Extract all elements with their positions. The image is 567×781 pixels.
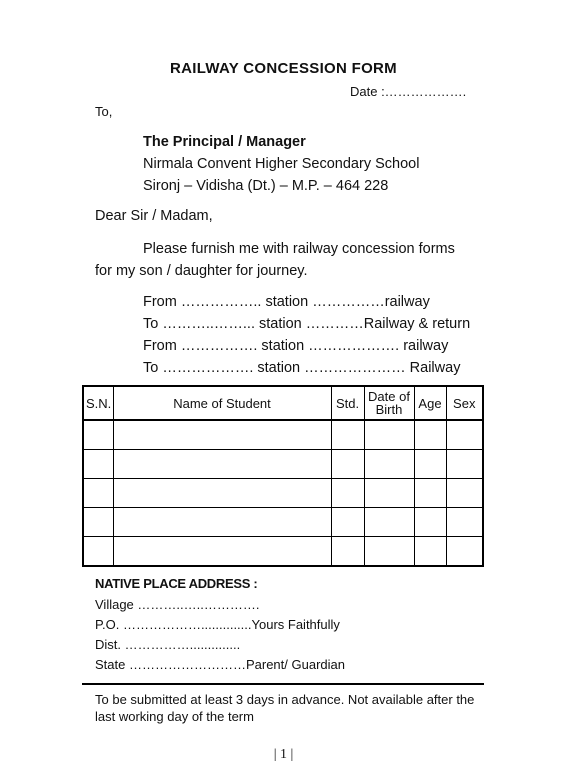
to-label: To, [95, 104, 113, 119]
header-dob [364, 386, 414, 420]
table-cell [113, 508, 331, 537]
table-cell [414, 508, 446, 537]
native-po: P.O. ………………..............Yours Faithfully [95, 617, 340, 632]
table-cell [446, 479, 483, 508]
table-cell [113, 479, 331, 508]
header-sex: Sex [446, 386, 483, 420]
table-cell [113, 450, 331, 479]
table-cell [446, 450, 483, 479]
table-cell [83, 420, 113, 450]
form-title: RAILWAY CONCESSION FORM [170, 60, 397, 77]
page-number: | 1 | [273, 747, 294, 762]
table-row [83, 508, 483, 537]
table-cell [446, 420, 483, 450]
header-std: Std. [331, 386, 364, 420]
table-cell [331, 420, 364, 450]
native-address-title: NATIVE PLACE ADDRESS : [95, 576, 258, 591]
table-cell [113, 420, 331, 450]
route-line-1: From …………….. station ……………railway [143, 294, 430, 310]
route-line-3: From ……………. station ………………. railway [143, 338, 449, 354]
table-cell [331, 537, 364, 567]
table-cell [364, 537, 414, 567]
recipient-school: Nirmala Convent Higher Secondary School [143, 156, 420, 172]
table-row [83, 420, 483, 450]
table-cell [331, 508, 364, 537]
submission-note: To be submitted at least 3 days in advance. Not available after the last working day of the term [95, 692, 475, 724]
table-cell [113, 537, 331, 567]
table-cell [414, 420, 446, 450]
recipient-address: Sironj – Vidisha (Dt.) – M.P. – 464 228 [143, 178, 389, 194]
header-name: Name of Student [113, 386, 331, 420]
recipient-name: The Principal / Manager [143, 134, 306, 150]
table-cell [414, 450, 446, 479]
table-cell [83, 508, 113, 537]
table-cell [446, 508, 483, 537]
header-dob-line-1: Date of [368, 389, 410, 404]
body-line-2: for my son / daughter for journey. [95, 263, 308, 279]
table-cell [83, 479, 113, 508]
table-cell [364, 508, 414, 537]
table-row [83, 479, 483, 508]
table-cell [364, 450, 414, 479]
table-cell [83, 450, 113, 479]
native-village: Village ………..…..…………. [95, 597, 260, 612]
table-row [83, 450, 483, 479]
table-cell [414, 479, 446, 508]
route-line-2: To ………..……... station …………Railway & return [143, 316, 471, 332]
table-cell [446, 537, 483, 567]
header-sn: S.N. [83, 386, 113, 420]
table-cell [331, 450, 364, 479]
body-line-1: Please furnish me with railway concession forms [143, 241, 455, 257]
salutation: Dear Sir / Madam, [95, 208, 213, 224]
date-field: Date :………………. [350, 84, 467, 99]
table-header-row [83, 386, 483, 420]
native-state: State ………………………Parent/ Guardian [95, 657, 345, 672]
student-table [82, 385, 484, 567]
route-line-4: To ………………. station ………………… Railway [143, 360, 461, 376]
header-age: Age [414, 386, 446, 420]
footer-divider [82, 683, 484, 685]
table-cell [331, 479, 364, 508]
table-row [83, 537, 483, 567]
table-cell [364, 479, 414, 508]
native-dist: Dist. …………….............. [95, 637, 241, 652]
table-cell [364, 420, 414, 450]
table-cell [83, 537, 113, 567]
table-cell [414, 537, 446, 567]
header-dob-line-2: Birth [375, 402, 403, 417]
